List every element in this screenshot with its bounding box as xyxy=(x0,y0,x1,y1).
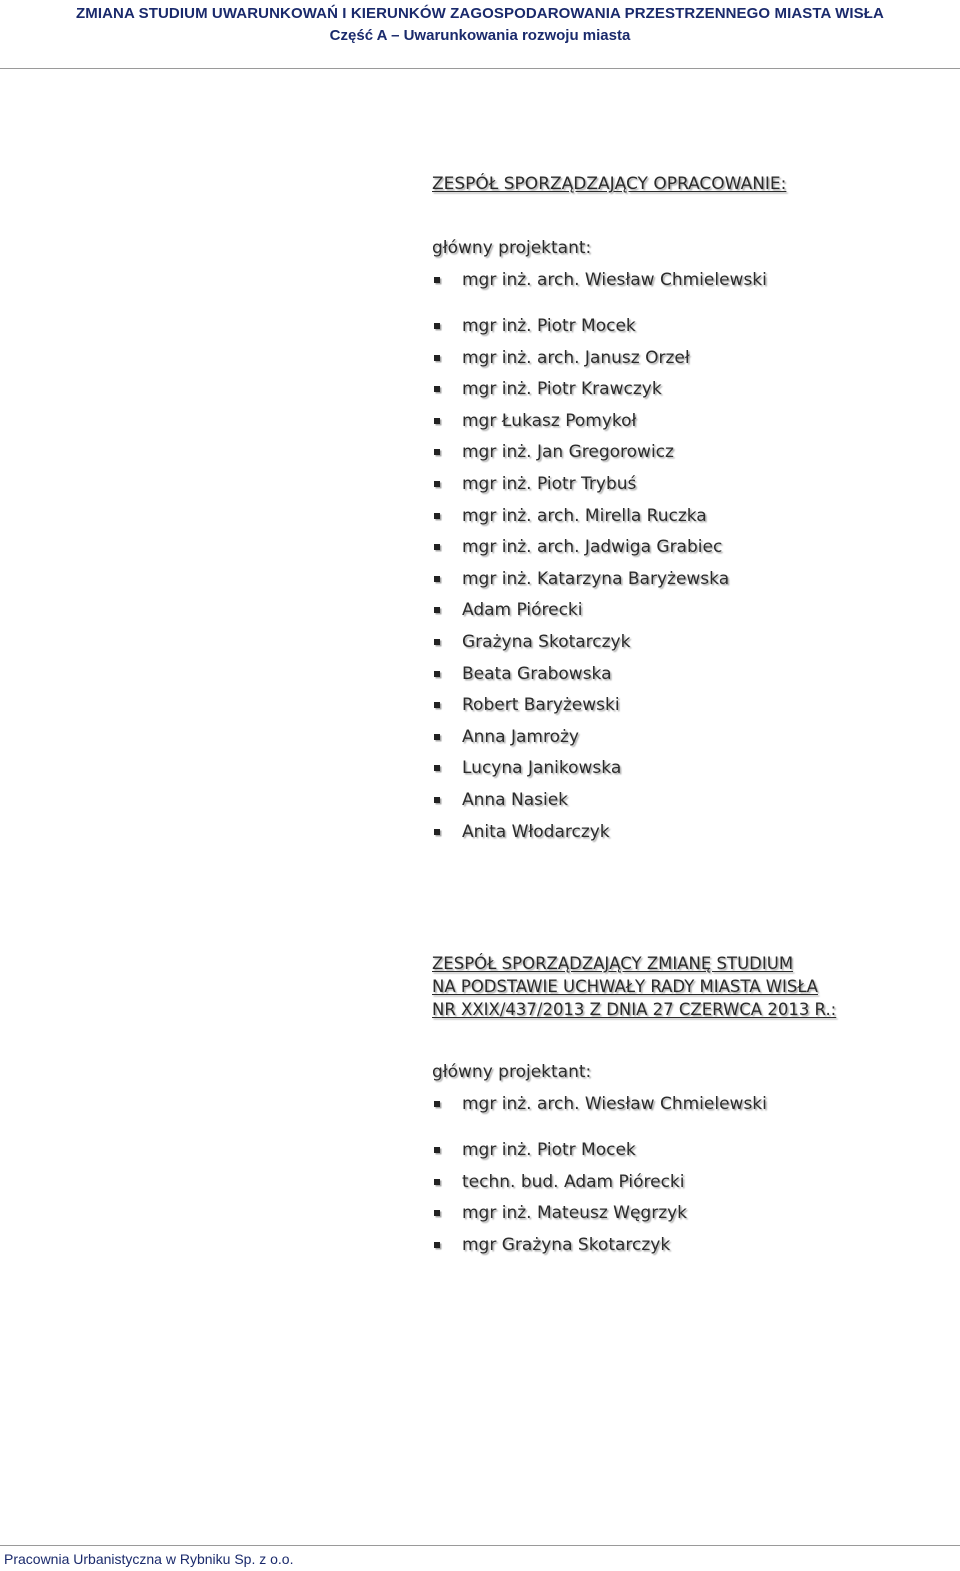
bullet-icon xyxy=(434,702,440,708)
section2-members-list xyxy=(432,1139,687,1265)
list-item xyxy=(432,631,729,663)
bullet-icon xyxy=(434,481,440,487)
section1-lead-label: główny projektant: xyxy=(432,238,592,258)
document-subtitle: Część A – Uwarunkowania rozwoju miasta xyxy=(329,27,631,44)
list-item xyxy=(432,505,729,537)
list-item xyxy=(432,821,729,853)
person-name: Adam Piórecki xyxy=(462,600,583,621)
bullet-icon xyxy=(434,1147,440,1153)
bullet-icon xyxy=(434,418,440,424)
section2-heading xyxy=(432,952,836,1021)
list-item xyxy=(432,694,729,726)
bullet-icon xyxy=(434,607,440,613)
person-name: mgr inż. arch. Jadwiga Grabiec xyxy=(462,537,723,558)
person-name: Robert Baryżewski xyxy=(462,695,620,716)
person-name: mgr inż. Mateusz Węgrzyk xyxy=(462,1203,688,1224)
bullet-icon xyxy=(434,277,440,283)
list-item xyxy=(432,441,729,473)
bullet-icon xyxy=(434,449,440,455)
person-name: mgr Grażyna Skotarczyk xyxy=(462,1234,671,1255)
person-name: mgr inż. Piotr Krawczyk xyxy=(462,379,662,400)
page-header xyxy=(0,0,960,69)
person-name: Anna Jamroży xyxy=(462,726,579,747)
section2-heading-line: NR XXIX/437/2013 Z DNIA 27 CZERWCA 2013 R.: xyxy=(432,1000,837,1019)
person-name: mgr inż. arch. Janusz Orzeł xyxy=(462,347,690,368)
person-name: mgr inż. arch. Mirella Ruczka xyxy=(462,505,707,526)
bullet-icon xyxy=(434,1210,440,1216)
section2-lead-list xyxy=(432,1093,767,1125)
page-footer xyxy=(0,1545,960,1567)
bullet-icon xyxy=(434,1179,440,1185)
bullet-icon xyxy=(434,576,440,582)
list-item xyxy=(432,663,729,695)
bullet-icon xyxy=(434,386,440,392)
person-name: Anna Nasiek xyxy=(462,789,569,810)
bullet-icon xyxy=(434,829,440,835)
person-name: mgr inż. arch. Wiesław Chmielewski xyxy=(462,270,767,290)
section1-members-list xyxy=(432,315,729,852)
bullet-icon xyxy=(434,544,440,550)
section1-heading: ZESPÓŁ SPORZĄDZAJĄCY OPRACOWANIE: xyxy=(432,174,787,194)
person-name: Anita Włodarczyk xyxy=(462,821,610,842)
bullet-icon xyxy=(434,1101,440,1107)
section2-heading-line: ZESPÓŁ SPORZĄDZAJĄCY ZMIANĘ STUDIUM xyxy=(432,954,794,973)
list-item xyxy=(432,1202,687,1234)
footer-company: Pracownia Urbanistyczna w Rybniku Sp. z o.o. xyxy=(4,1551,294,1567)
bullet-icon xyxy=(434,797,440,803)
document-title: ZMIANA STUDIUM UWARUNKOWAŃ I KIERUNKÓW ZAGOSPODAROWANIA PRZESTRZENNEGO MIASTA WISŁA xyxy=(76,5,884,22)
person-name: mgr inż. Piotr Trybuś xyxy=(462,473,637,494)
list-item xyxy=(432,568,729,600)
bullet-icon xyxy=(434,734,440,740)
list-item xyxy=(432,473,729,505)
section2-lead-label: główny projektant: xyxy=(432,1062,592,1082)
list-item xyxy=(432,410,729,442)
person-name: mgr inż. Katarzyna Baryżewska xyxy=(462,568,730,589)
person-name: Lucyna Janikowska xyxy=(462,758,622,779)
list-item xyxy=(432,757,729,789)
bullet-icon xyxy=(434,1242,440,1248)
list-item xyxy=(432,378,729,410)
list-item xyxy=(432,315,729,347)
bullet-icon xyxy=(434,323,440,329)
list-item xyxy=(432,1093,767,1125)
list-item xyxy=(432,1234,687,1266)
person-name: mgr inż. Jan Gregorowicz xyxy=(462,442,674,463)
person-name: mgr inż. Piotr Mocek xyxy=(462,1140,636,1160)
person-name: mgr inż. arch. Wiesław Chmielewski xyxy=(462,1094,767,1114)
person-name: mgr inż. Piotr Mocek xyxy=(462,316,636,336)
bullet-icon xyxy=(434,671,440,677)
person-name: mgr Łukasz Pomykoł xyxy=(462,410,637,431)
list-item xyxy=(432,599,729,631)
person-name: Beata Grabowska xyxy=(462,663,612,684)
person-name: Grażyna Skotarczyk xyxy=(462,631,631,652)
person-name: techn. bud. Adam Piórecki xyxy=(462,1171,685,1192)
list-item xyxy=(432,789,729,821)
bullet-icon xyxy=(434,355,440,361)
bullet-icon xyxy=(434,639,440,645)
list-item xyxy=(432,1139,687,1171)
section2-heading-line: NA PODSTAWIE UCHWAŁY RADY MIASTA WISŁA xyxy=(432,977,818,996)
section1-lead-list xyxy=(432,269,767,301)
list-item xyxy=(432,536,729,568)
bullet-icon xyxy=(434,513,440,519)
list-item xyxy=(432,1171,687,1203)
list-item xyxy=(432,726,729,758)
list-item xyxy=(432,269,767,301)
bullet-icon xyxy=(434,765,440,771)
list-item xyxy=(432,347,729,379)
